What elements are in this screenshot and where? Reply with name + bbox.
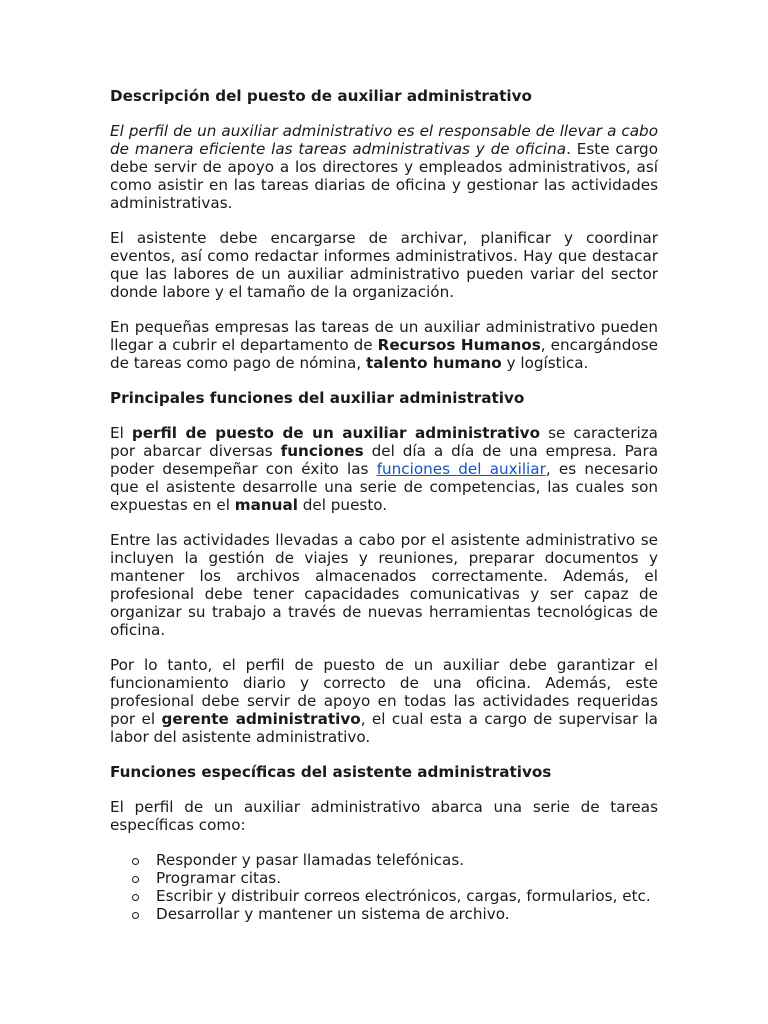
list-item: Desarrollar y mantener un sistema de archivo. bbox=[110, 905, 658, 923]
section-heading-especificas: Funciones específicas del asistente administrativos bbox=[110, 763, 552, 781]
p4-bold-perfil: perfil de puesto de un auxiliar administrativo bbox=[131, 424, 541, 442]
paragraph-5: Entre las actividades llevadas a cabo por el asistente administrativo se incluyen la gestión de viajes y reuniones, preparar documentos y mantener los archivos almacenados correctamente. Además, el profesional debe tener capacidades comunicativas y ser capaz de organizar su trabajo a través de nuevas herramientas tecnológicas de oficina. bbox=[110, 531, 658, 639]
p3-bold-recursos: Recursos Humanos bbox=[377, 336, 541, 354]
p6-text-a: Por lo tanto, el perfil de puesto de un auxiliar debe garantizar el funcionamiento diario y correcto de una oficina. Además, este profesional debe servir de apoyo en todas las actividades requeridas por el bbox=[110, 656, 658, 728]
list-item: Responder y pasar llamadas telefónicas. bbox=[110, 851, 658, 869]
list-item: Escribir y distribuir correos electrónicos, cargas, formularios, etc. bbox=[110, 887, 658, 905]
p4-text-d: del día a día de una empresa. Para poder desempeñar con éxito las bbox=[110, 442, 659, 478]
intro-rest: . Este cargo debe servir de apoyo a los directores y empleados administrativos, así como asistir en las tareas diarias de oficina y gestionar las actividades administrativas. bbox=[110, 140, 658, 212]
intro-paragraph bbox=[110, 122, 658, 212]
paragraph-2: El asistente debe encargarse de archivar, planificar y coordinar eventos, así como redactar informes administrativos. Hay que destacar que las labores de un auxiliar administrativo pueden variar del sector donde labore y el tamaño de la organización. bbox=[110, 229, 658, 301]
p3-text-a: En pequeñas empresas las tareas de un auxiliar administrativo pueden llegar a cubrir el departamento de bbox=[110, 318, 658, 354]
p4-bold-manual: manual bbox=[234, 496, 298, 514]
funciones-auxiliar-link[interactable]: funciones del auxiliar bbox=[376, 460, 546, 478]
section-heading-principales: Principales funciones del auxiliar administrativo bbox=[110, 389, 525, 407]
p3-text-d: y logística. bbox=[501, 354, 589, 372]
circle-bullet-icon bbox=[132, 858, 139, 865]
circle-bullet-icon bbox=[132, 876, 139, 883]
paragraph-7: El perfil de un auxiliar administrativo abarca una serie de tareas específicas como: bbox=[110, 798, 658, 834]
p4-text-c: se caracteriza por abarcar diversas bbox=[110, 424, 658, 460]
p6-text-c: , el cual esta a cargo de supervisar la labor del asistente administrativo. bbox=[110, 710, 658, 746]
circle-bullet-icon bbox=[132, 912, 139, 919]
task-list bbox=[110, 851, 658, 923]
p4-text-a: El bbox=[110, 424, 132, 442]
list-item: Programar citas. bbox=[110, 869, 658, 887]
p4-text-e: , es necesario que el asistente desarrolle una serie de competencias, las cuales son expuestas en el bbox=[110, 460, 658, 514]
p6-bold-gerente: gerente administrativo bbox=[161, 710, 361, 728]
p4-text-f: del puesto. bbox=[297, 496, 388, 514]
paragraph-4 bbox=[110, 424, 658, 514]
p4-bold-funciones: funciones bbox=[280, 442, 364, 460]
paragraph-6 bbox=[110, 656, 658, 746]
document-body bbox=[110, 87, 658, 923]
intro-italic: El perfil de un auxiliar administrativo es el responsable de llevar a cabo de manera eficiente las tareas administrativas y de oficina bbox=[110, 122, 658, 158]
p3-text-c: , encargándose de tareas como pago de nómina, bbox=[110, 336, 658, 372]
p3-bold-talento: talento humano bbox=[365, 354, 502, 372]
circle-bullet-icon bbox=[132, 894, 139, 901]
document-title: Descripción del puesto de auxiliar administrativo bbox=[110, 87, 532, 105]
paragraph-3 bbox=[110, 318, 658, 372]
